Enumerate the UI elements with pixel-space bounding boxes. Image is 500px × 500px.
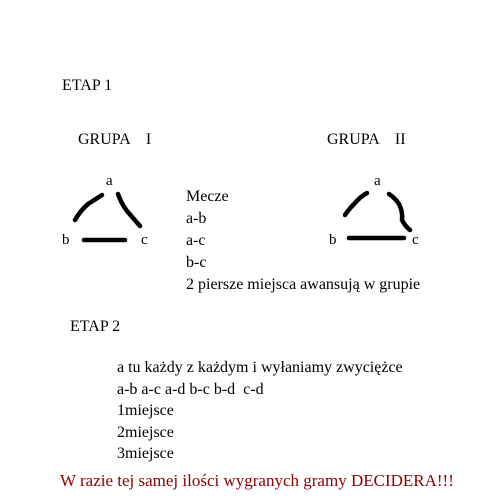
group-2-node-a: a <box>374 173 381 189</box>
stage-1-title: ETAP 1 <box>62 77 113 94</box>
decider-note: W razie tej samej ilości wygranych gramy DECIDERA!!! <box>60 471 454 490</box>
place-item: 1miejsce <box>117 402 174 419</box>
stage-2-pairings: a-b a-c a-d b-c b-d c-d <box>117 381 264 398</box>
matches-title: Mecze <box>186 188 229 205</box>
group-2-node-b: b <box>329 232 337 248</box>
stage-2-title: ETAP 2 <box>70 318 121 335</box>
advance-note: 2 piersze miejsca awansują w grupie <box>186 276 421 293</box>
match-item: a-c <box>186 232 206 249</box>
stage-2-description: a tu każdy z każdym i wyłaniamy zwyciężce <box>117 359 403 376</box>
match-item: a-b <box>186 210 207 227</box>
place-item: 3miejsce <box>117 445 174 462</box>
match-item: b-c <box>186 254 207 271</box>
group-2-triangle <box>345 193 410 238</box>
group-1-triangle <box>75 194 140 240</box>
group-1-node-a: a <box>106 173 113 189</box>
group-1-edge-ab <box>75 195 102 220</box>
group-1-node-c: c <box>141 232 148 248</box>
group-2-node-c: c <box>412 232 419 248</box>
group-1-title: GRUPA I <box>78 131 152 148</box>
place-item: 2miejsce <box>117 424 174 441</box>
group-2-edge-ab <box>345 193 367 215</box>
group-2-title: GRUPA II <box>327 131 406 148</box>
group-1-node-b: b <box>62 232 70 248</box>
group-1-edge-ac <box>118 194 140 226</box>
group-2-edge-ac <box>389 194 410 230</box>
